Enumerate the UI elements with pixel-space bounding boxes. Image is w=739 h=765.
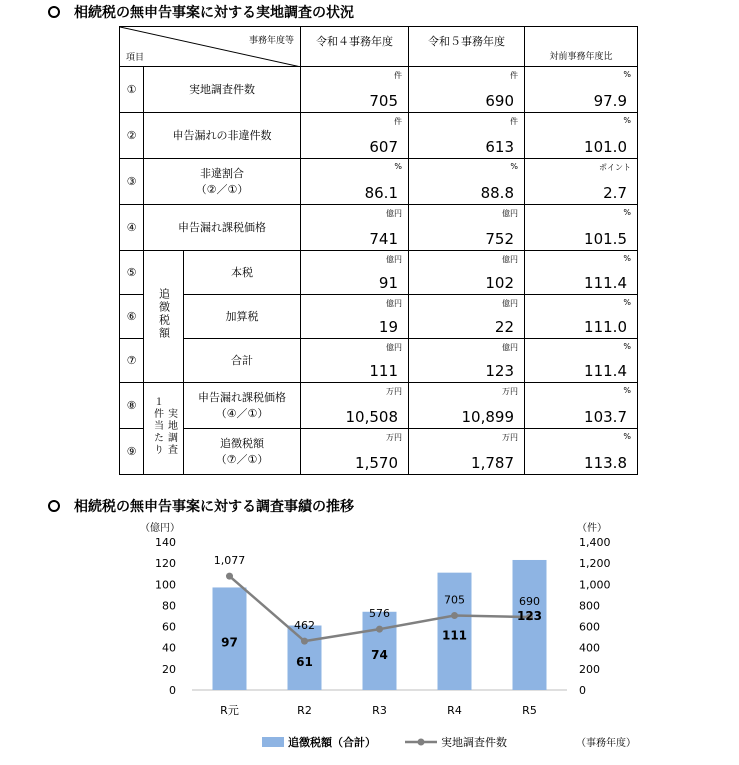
unit-label: % — [623, 432, 631, 441]
unit-label: 件 — [510, 71, 518, 80]
value: 1,787 — [471, 454, 514, 472]
circle-bullet-icon — [48, 500, 60, 512]
right-tick-label: 1,200 — [579, 557, 611, 571]
row-label — [144, 67, 301, 113]
row-label — [144, 113, 301, 159]
value: 10,508 — [345, 408, 398, 426]
table-row — [120, 205, 638, 251]
left-tick-label: 40 — [162, 641, 176, 655]
value-cell — [525, 251, 638, 295]
row-label-text: 追徴税額 — [220, 436, 264, 450]
value: 123 — [485, 362, 514, 380]
value-cell — [409, 67, 525, 113]
line-data-label: 1,077 — [213, 554, 246, 568]
unit-label: % — [623, 342, 631, 351]
row-label-text: 本税 — [231, 265, 253, 279]
value-cell — [301, 339, 409, 383]
value-cell — [301, 205, 409, 251]
unit-label: 億円 — [502, 343, 518, 352]
row-number: ⑤ — [120, 251, 144, 295]
unit-label: 万円 — [502, 433, 518, 442]
value: 613 — [485, 138, 514, 156]
table-row — [120, 383, 638, 429]
unit-label: 件 — [394, 71, 402, 80]
row-number: ① — [120, 67, 144, 113]
row-label-text: 申告漏れの非違件数 — [172, 128, 272, 142]
unit-label: % — [623, 254, 631, 263]
col-header-r4: 令和４事務年度 — [301, 27, 409, 67]
category-label: R2 — [297, 704, 312, 717]
bar-data-label: 74 — [371, 647, 388, 662]
value-cell — [525, 113, 638, 159]
value-cell — [409, 429, 525, 475]
unit-label: % — [394, 162, 402, 171]
unit-label: % — [510, 162, 518, 171]
bar-data-label: 61 — [296, 654, 313, 669]
value: 111 — [369, 362, 398, 380]
unit-label: % — [623, 116, 631, 125]
group-label-text: 追徴税額 — [157, 287, 171, 340]
left-tick-label: 100 — [155, 578, 176, 592]
value-cell — [301, 159, 409, 205]
section-title: 相続税の無申告事案に対する調査事績の推移 — [74, 499, 354, 515]
unit-label: 万円 — [386, 433, 402, 442]
left-tick-label: 80 — [162, 599, 176, 613]
value-cell — [525, 159, 638, 205]
right-tick-label: 600 — [579, 620, 600, 634]
survey-table — [119, 26, 638, 475]
bar-data-label: 123 — [516, 608, 543, 623]
value-cell — [301, 113, 409, 159]
table-row — [120, 67, 638, 113]
value: 607 — [369, 138, 398, 156]
unit-label: 億円 — [386, 299, 402, 308]
unit-label: 億円 — [502, 209, 518, 218]
right-tick-label: 200 — [579, 662, 600, 676]
value-cell — [409, 251, 525, 295]
unit-label: % — [623, 70, 631, 79]
value: 752 — [485, 230, 514, 248]
section-title: 相続税の無申告事案に対する実地調査の状況 — [74, 5, 354, 21]
col-header-ratio: 対前事務年度比 — [525, 27, 638, 67]
left-tick-label: 0 — [169, 684, 176, 697]
bar-data-label: 97 — [221, 635, 238, 650]
unit-label: 件 — [394, 117, 402, 126]
bar — [513, 560, 547, 690]
left-tick-label: 20 — [162, 662, 176, 676]
value-cell — [525, 429, 638, 475]
unit-label: 万円 — [502, 387, 518, 396]
value-cell — [301, 295, 409, 339]
line-point — [376, 626, 383, 633]
row-label-text: 実地調査件数 — [189, 82, 255, 96]
value-cell — [525, 339, 638, 383]
group-label-text: １件当たり — [151, 396, 163, 456]
table-row — [120, 339, 638, 383]
table-row — [120, 295, 638, 339]
value: 103.7 — [584, 408, 627, 426]
line-data-label: 705 — [444, 593, 465, 607]
row-label — [184, 295, 301, 339]
row-label-text: 合計 — [231, 353, 253, 367]
row-label — [144, 205, 301, 251]
unit-label: 件 — [510, 117, 518, 126]
unit-label: % — [623, 386, 631, 395]
value: 97.9 — [593, 92, 627, 110]
unit-label: % — [623, 298, 631, 307]
right-tick-label: 1,400 — [579, 536, 611, 549]
row-label-text: 非違割合 — [200, 166, 244, 180]
row-label-text: 加算税 — [225, 309, 259, 323]
bar-data-label: 111 — [441, 628, 468, 643]
value-cell — [525, 67, 638, 113]
row-number: ⑨ — [120, 429, 144, 475]
value-cell — [301, 429, 409, 475]
line-data-label: 462 — [294, 619, 315, 633]
row-label — [184, 339, 301, 383]
line-data-label: 690 — [519, 595, 540, 609]
value: 690 — [485, 92, 514, 110]
value: 91 — [378, 274, 398, 292]
row-label-sub: （⑦／①） — [215, 452, 269, 466]
value-cell — [301, 383, 409, 429]
value-cell — [409, 295, 525, 339]
left-tick-label: 60 — [162, 620, 176, 634]
right-axis-unit: （件） — [577, 523, 607, 534]
group-label-text: 実地調査 — [165, 408, 177, 456]
table-row — [120, 113, 638, 159]
value-cell — [525, 205, 638, 251]
row-label — [184, 429, 301, 475]
row-number: ⑥ — [120, 295, 144, 339]
value: 111.4 — [584, 362, 627, 380]
table-row — [120, 429, 638, 475]
row-number: ② — [120, 113, 144, 159]
row-label — [184, 251, 301, 295]
unit-label: 万円 — [386, 387, 402, 396]
unit-label: 億円 — [502, 255, 518, 264]
category-label: R元 — [220, 704, 239, 717]
value-cell — [301, 67, 409, 113]
trend-chart — [0, 515, 739, 765]
unit-label: 億円 — [386, 343, 402, 352]
table-row — [120, 251, 638, 295]
unit-label: % — [623, 208, 631, 217]
right-tick-label: 400 — [579, 641, 600, 655]
value-cell — [409, 339, 525, 383]
row-label-sub: （④／①） — [215, 406, 269, 420]
unit-label: 億円 — [386, 209, 402, 218]
table-row — [120, 159, 638, 205]
value: 86.1 — [364, 184, 398, 202]
category-label: R5 — [522, 704, 537, 717]
value: 19 — [378, 318, 398, 336]
value-cell — [409, 383, 525, 429]
group-label-per-case — [144, 383, 184, 475]
value: 88.8 — [480, 184, 514, 202]
right-tick-label: 800 — [579, 599, 600, 613]
value-cell — [409, 159, 525, 205]
corner-top-label: 事務年度等 — [248, 36, 294, 46]
line-point — [451, 612, 458, 619]
col-header-r5: 令和５事務年度 — [409, 27, 525, 67]
value: 111.4 — [584, 274, 627, 292]
value-cell — [525, 295, 638, 339]
value: 22 — [494, 318, 514, 336]
left-tick-label: 120 — [155, 557, 176, 571]
right-tick-label: 1,000 — [579, 578, 611, 592]
legend-line-label: 実地調査件数 — [441, 736, 507, 749]
value: 10,899 — [461, 408, 514, 426]
value: 101.0 — [584, 138, 627, 156]
value: 102 — [485, 274, 514, 292]
line-point — [226, 573, 233, 580]
value: 705 — [369, 92, 398, 110]
corner-bottom-label: 項目 — [126, 53, 145, 63]
value-cell — [301, 251, 409, 295]
value: 111.0 — [584, 318, 627, 336]
value: 1,570 — [355, 454, 398, 472]
row-number: ③ — [120, 159, 144, 205]
category-label: R4 — [447, 704, 462, 717]
value: 2.7 — [603, 184, 627, 202]
line-data-label: 576 — [369, 607, 390, 621]
category-label: R3 — [372, 704, 387, 717]
legend-line-marker — [418, 739, 425, 746]
row-number: ⑦ — [120, 339, 144, 383]
unit-label: 億円 — [386, 255, 402, 264]
row-label-sub: （②／①） — [195, 182, 249, 196]
row-number: ④ — [120, 205, 144, 251]
unit-label: ポイント — [599, 163, 631, 172]
group-label-tsuicho — [144, 251, 184, 383]
unit-label: 億円 — [502, 299, 518, 308]
left-tick-label: 140 — [155, 536, 176, 549]
row-label — [144, 159, 301, 205]
section-heading-survey — [48, 2, 354, 22]
value-cell — [409, 113, 525, 159]
section-heading-trend — [48, 496, 354, 516]
value: 101.5 — [584, 230, 627, 248]
table-corner-cell — [120, 27, 301, 67]
value: 113.8 — [584, 454, 627, 472]
right-tick-label: 0 — [579, 684, 586, 697]
value-cell — [525, 383, 638, 429]
x-axis-label: （事務年度） — [576, 738, 636, 749]
value: 741 — [369, 230, 398, 248]
legend-bar-swatch — [262, 737, 284, 747]
row-label-text: 申告漏れ課税価格 — [198, 390, 286, 404]
value-cell — [409, 205, 525, 251]
row-label-text: 申告漏れ課税価格 — [178, 220, 266, 234]
row-number: ⑧ — [120, 383, 144, 429]
row-label — [184, 383, 301, 429]
circle-bullet-icon — [48, 6, 60, 18]
legend-bar-label: 追徴税額（合計） — [288, 736, 376, 749]
line-point — [301, 638, 308, 645]
left-axis-unit: （億円） — [140, 523, 180, 534]
